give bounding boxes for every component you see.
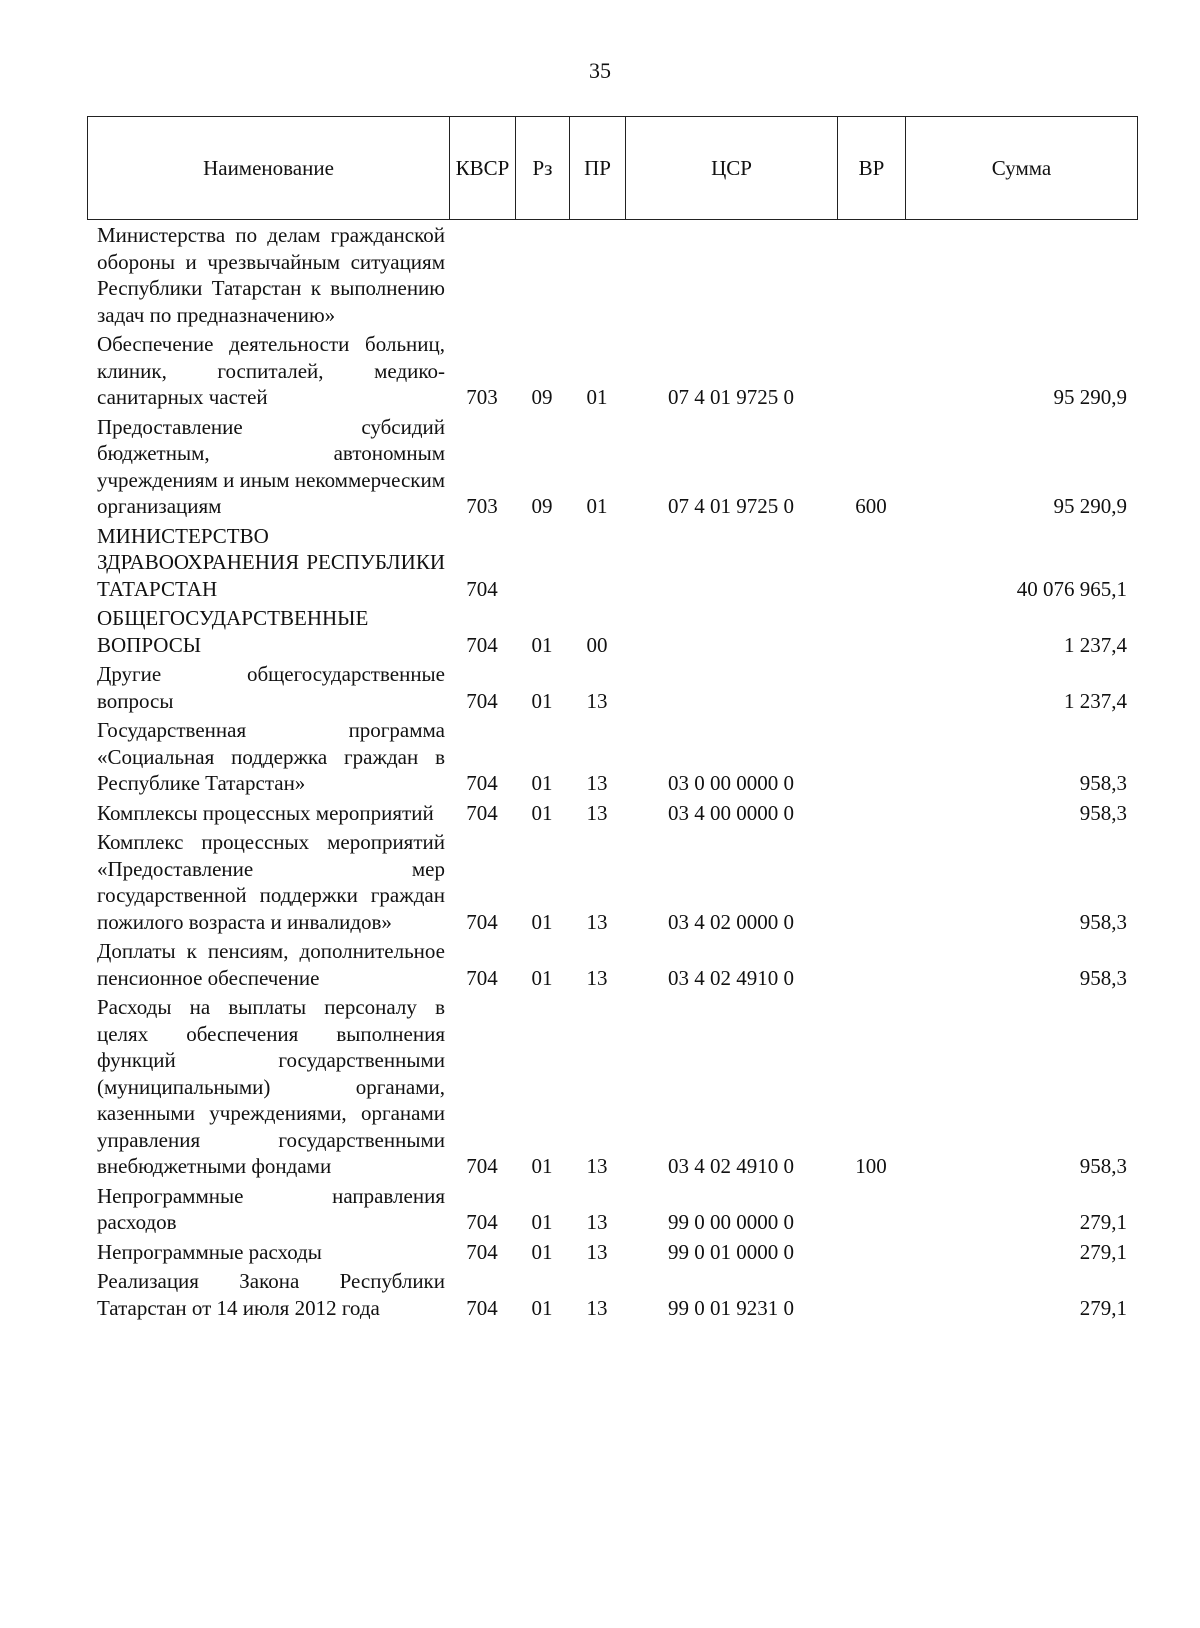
row-csr: 99 0 00 0000 0 [668,1210,794,1234]
row-csr [625,222,837,331]
row-sum: 95 290,9 [1053,385,1127,409]
row-vr [837,829,905,938]
row-vr [837,717,905,800]
table-row [87,414,1137,523]
table-row [87,331,1137,414]
row-pr: 13 [586,771,608,795]
table-row [87,1239,1137,1269]
row-kvsr: 704 [466,800,498,825]
row-kvsr: 704 [466,688,498,713]
table-row [87,661,1137,717]
row-csr: 99 0 01 0000 0 [668,1239,794,1264]
row-sum: 958,3 [1079,800,1127,825]
row-pr [569,523,625,606]
row-sum: 958,3 [1079,909,1127,934]
row-pr: 13 [586,800,608,825]
header-name: Наименование [88,117,450,220]
row-kvsr: 704 [466,1154,498,1178]
row-vr [837,523,905,606]
row-pr: 13 [586,688,608,713]
row-name: Предоставление субсидий бюджетным, автономным учреждениям и иным некоммерческим организациям [97,414,445,518]
row-name: Комплексы процессных мероприятий [97,800,434,825]
row-vr [837,1183,905,1239]
row-csr [625,661,837,717]
row-sum: 958,3 [1079,771,1127,795]
header-kvsr: КВСР [450,117,516,220]
row-name: Государственная программа «Социальная поддержка граждан в Республике Татарстан» [97,718,445,795]
header-vr: ВР [838,117,906,220]
row-pr: 01 [586,494,608,518]
row-rz: 01 [531,1239,553,1264]
table-row [87,938,1137,994]
page-number: 35 [589,58,611,83]
row-pr: 13 [586,1295,608,1320]
row-csr: 99 0 01 9231 0 [668,1295,794,1320]
table-row [87,1183,1137,1239]
row-sum [905,222,1137,331]
row-csr: 03 4 02 4910 0 [668,965,794,990]
table-row [87,523,1137,606]
row-name: Министерства по делам гражданской обороны и чрезвычайным ситуациям Республики Татарстан к выполнению задач по предназначению» [97,223,445,327]
row-pr: 13 [586,965,608,990]
row-csr: 03 0 00 0000 0 [668,771,794,795]
table-row [87,717,1137,800]
row-name: МИНИСТЕРСТВО ЗДРАВООХРАНЕНИЯ РЕСПУБЛИКИ ТАТАРСТАН [97,523,445,601]
row-rz: 01 [531,771,553,795]
row-vr: 100 [855,1154,887,1178]
row-name: Другие общегосударственные вопросы [97,662,445,713]
table-row [87,994,1137,1183]
row-vr [837,800,905,830]
row-csr: 07 4 01 9725 0 [668,385,794,409]
row-vr [837,222,905,331]
row-csr [625,605,837,661]
row-csr: 03 4 02 0000 0 [668,909,794,934]
row-pr: 13 [586,1154,608,1178]
row-pr: 13 [586,909,608,934]
row-sum: 40 076 965,1 [1016,576,1127,601]
row-csr: 07 4 01 9725 0 [668,494,794,518]
row-pr: 13 [586,1239,608,1264]
row-pr [569,222,625,331]
row-vr [837,1239,905,1269]
row-rz: 01 [531,1154,553,1178]
row-kvsr: 704 [466,1295,498,1320]
row-name: Доплаты к пенсиям, дополнительное пенсионное обеспечение [97,939,445,990]
row-rz: 01 [531,1295,553,1320]
table-row [87,800,1137,830]
row-kvsr: 703 [466,385,498,409]
row-name: Комплекс процессных мероприятий «Предоставление мер государственной поддержки граждан пожилого возраста и инвалидов» [97,830,445,934]
header-sum: Сумма [906,117,1138,220]
header-rz: Рз [516,117,570,220]
row-pr: 01 [586,385,608,409]
row-name: ОБЩЕГОСУДАРСТВЕННЫЕ ВОПРОСЫ [97,606,369,657]
row-vr: 600 [855,494,887,518]
row-rz: 01 [531,800,553,825]
row-kvsr: 704 [466,909,498,934]
row-kvsr: 704 [466,632,498,657]
row-pr: 13 [586,1210,608,1234]
row-rz [515,222,569,331]
budget-table [87,222,1137,1324]
row-sum: 958,3 [1079,1154,1127,1178]
row-sum: 1 237,4 [1064,632,1127,657]
row-rz: 09 [531,385,553,409]
row-rz [515,523,569,606]
row-csr [625,523,837,606]
row-name: Непрограммные направления расходов [97,1183,445,1234]
row-kvsr: 704 [466,1239,498,1264]
row-rz: 01 [531,909,553,934]
row-kvsr [449,222,515,331]
row-vr [837,938,905,994]
row-rz: 01 [531,632,553,657]
row-kvsr: 703 [466,494,498,518]
table-row [87,605,1137,661]
row-name: Обеспечение деятельности больниц, клиник, госпиталей, медико-санитарных частей [97,332,445,409]
row-rz: 09 [531,494,553,518]
row-kvsr: 704 [466,771,498,795]
row-sum: 958,3 [1079,965,1127,990]
table-header [87,116,1138,220]
row-vr [837,661,905,717]
header-pr: ПР [570,117,626,220]
row-kvsr: 704 [466,1210,498,1234]
row-kvsr: 704 [466,576,498,601]
row-vr [837,1268,905,1324]
row-pr: 00 [586,632,608,657]
row-rz: 01 [531,965,553,990]
row-name: Реализация Закона Республики Татарстан от 14 июля 2012 года [97,1269,445,1320]
row-name: Расходы на выплаты персоналу в целях обеспечения выполнения функций государственными (муниципальными) органами, казенными учреждениями, органами управления государственными внебюджетными фондами [97,995,445,1178]
row-sum: 279,1 [1079,1295,1127,1320]
row-csr: 03 4 00 0000 0 [668,800,794,825]
row-vr [837,331,905,414]
row-sum: 279,1 [1079,1210,1127,1234]
row-vr [837,605,905,661]
row-rz: 01 [531,1210,553,1234]
row-csr: 03 4 02 4910 0 [668,1154,794,1178]
row-sum: 1 237,4 [1064,688,1127,713]
table-row [87,829,1137,938]
table-row [87,222,1137,331]
row-kvsr: 704 [466,965,498,990]
table-row [87,1268,1137,1324]
row-sum: 95 290,9 [1053,494,1127,518]
row-rz: 01 [531,688,553,713]
row-sum: 279,1 [1079,1239,1127,1264]
row-name: Непрограммные расходы [97,1239,322,1264]
header-csr: ЦСР [626,117,838,220]
